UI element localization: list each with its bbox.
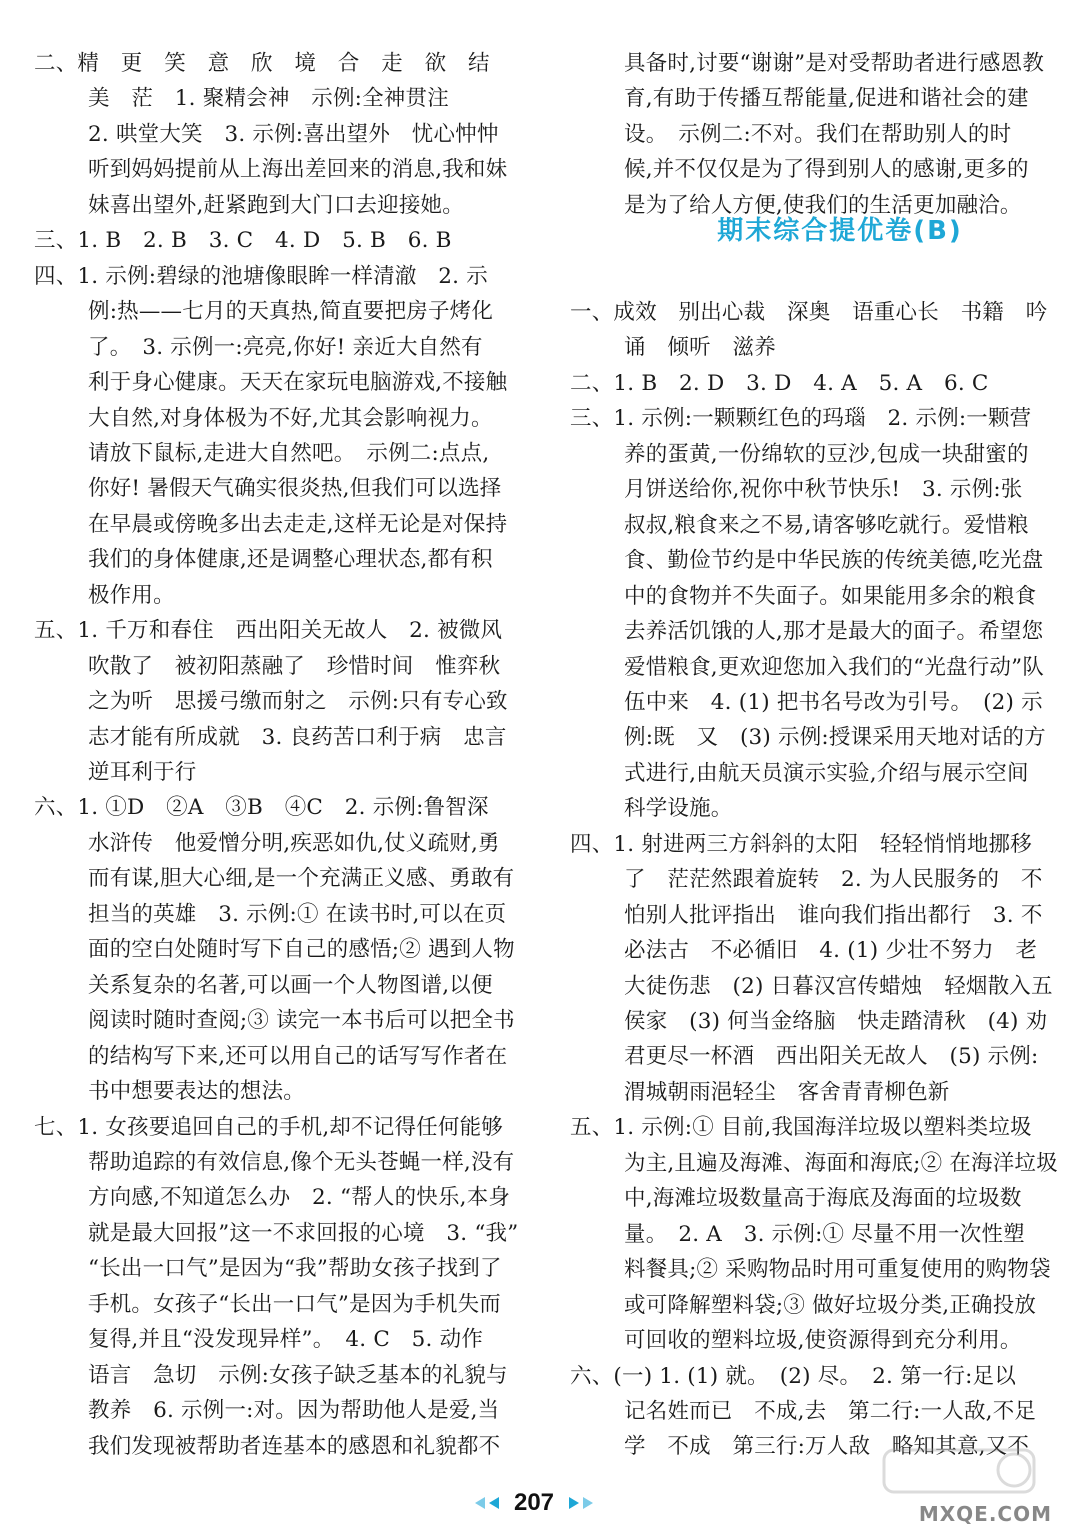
text-line: 妹喜出望外,赶紧跑到大门口去迎接她。 <box>88 192 464 218</box>
page-number: 207 <box>513 1488 555 1516</box>
text-line: 请放下鼠标,走进大自然吧。 示例二:点点, <box>88 440 490 466</box>
text-line: 美 茫 1. 聚精会神 示例:全神贯注 <box>88 86 449 112</box>
text-line: 渭城朝雨浥轻尘 客舍青青柳色新 <box>624 1079 950 1105</box>
text-line: 伍中来 4. (1) 把书名号改为引号。 (2) 示 <box>624 689 1043 715</box>
text-line: 而有谋,胆大心细,是一个充满正义感、勇敢有 <box>88 866 515 892</box>
text-line: 是为了给人方便,使我们的生活更加融洽。 <box>624 192 1022 218</box>
text-line: 语言 急切 示例:女孩子缺乏基本的礼貌与 <box>88 1362 508 1388</box>
text-line: 水浒传 他爱憎分明,疾恶如仇,仗义疏财,勇 <box>88 830 500 856</box>
text-line: 君更尽一杯酒 西出阳关无故人 (5) 示例: <box>624 1044 1039 1070</box>
text-line: 一、成效 别出心裁 深奥 语重心长 书籍 吟 <box>570 300 1048 325</box>
text-line: 六、1. ①D ②A ③B ④C 2. 示例:鲁智深 <box>34 795 489 821</box>
text-line: 面的空白处随时写下自己的感悟;② 遇到人物 <box>88 937 515 963</box>
text-line: 就是最大回报”这一不求回报的心境 3. “我” <box>88 1220 519 1246</box>
text-line: 五、1. 千万和春住 西出阳关无故人 2. 被微风 <box>34 618 503 644</box>
text-line: 六、(一) 1. (1) 就。 (2) 尽。 2. 第一行:足以 <box>570 1363 1017 1389</box>
text-line: 二、精 更 笑 意 欣 境 合 走 欲 结 <box>34 51 490 76</box>
text-line: 式进行,由航天员演示实验,介绍与展示空间 <box>624 760 1029 786</box>
section-heading: 期末综合提优卷(B) <box>717 216 963 246</box>
text-line: 四、1. 示例:碧绿的池塘像眼眸一样清澈 2. 示 <box>34 263 488 289</box>
text-line: 吹散了 被初阳蒸融了 珍惜时间 惟弈秋 <box>88 653 501 679</box>
text-line: 七、1. 女孩要追回自己的手机,却不记得任何能够 <box>34 1114 503 1140</box>
text-line: 叔叔,粮食来之不易,请客够吃就行。爱惜粮 <box>624 512 1029 538</box>
text-line: 侯家 (3) 何当金络脑 快走踏清秋 (4) 劝 <box>624 1009 1048 1034</box>
text-line: 候,并不仅仅是为了得到别人的感谢,更多的 <box>624 157 1029 183</box>
text-line: 之为听 思援弓缴而射之 示例:只有专心致 <box>88 689 508 715</box>
text-line: 科学设施。 <box>624 796 733 822</box>
watermark-text: MXQE.COM <box>918 1502 1052 1526</box>
text-line: 了 茫茫然跟着旋转 2. 为人民服务的 不 <box>624 867 1043 893</box>
text-line: “长出一口气”是因为“我”帮助女孩子找到了 <box>88 1256 502 1282</box>
text-line: 逆耳利于行 <box>88 760 197 785</box>
text-line: 听到妈妈提前从上海出差回来的消息,我和妹 <box>88 157 508 183</box>
text-line: 二、1. B 2. D 3. D 4. A 5. A 6. C <box>570 370 989 396</box>
text-line: 利于身心健康。天天在家玩电脑游戏,不接触 <box>88 370 508 396</box>
text-line: 在早晨或傍晚多出去走走,这样无论是对保持 <box>88 511 508 537</box>
text-line: 例:既 又 (3) 示例:授课采用天地对话的方 <box>624 725 1046 751</box>
text-line: 复得,并且“没发现异样”。 4. C 5. 动作 <box>88 1327 484 1353</box>
text-line: 阅读时随时查阅;③ 读完一本书后可以把全书 <box>88 1008 515 1034</box>
text-line: 五、1. 示例:① 目前,我国海洋垃圾以塑料类垃圾 <box>570 1115 1032 1141</box>
text-line: 月饼送给你,祝你中秋节快乐! 3. 示例:张 <box>624 477 1023 503</box>
text-line: 养的蛋黄,一份绵软的豆沙,包成一块甜蜜的 <box>624 441 1029 467</box>
double-right-arrow-icon <box>567 1495 597 1511</box>
text-line: 中,海滩垃圾数量高于海底及海面的垃圾数 <box>624 1186 1022 1212</box>
text-line: 我们发现被帮助者连基本的感恩和礼貌都不 <box>88 1433 501 1459</box>
text-line: 关系复杂的名著,可以画一个人物图谱,以便 <box>88 972 493 998</box>
text-line: 大自然,对身体极为不好,尤其会影响视力。 <box>88 405 493 431</box>
text-line: 志才能有所成就 3. 良药苦口利于病 忠言 <box>88 724 507 750</box>
text-line: 育,有助于传播互帮能量,促进和谐社会的建 <box>624 86 1029 112</box>
text-line: 食、勤俭节约是中华民族的传统美德,吃光盘 <box>624 548 1044 574</box>
text-line: 怕别人批评指出 谁向我们指出都行 3. 不 <box>624 902 1043 928</box>
text-line: 例:热——七月的天真热,简直要把房子烤化 <box>88 299 494 325</box>
text-line: 方向感,不知道怎么办 2. “帮人的快乐,本身 <box>88 1185 511 1211</box>
text-line: 书中想要表达的想法。 <box>88 1079 306 1105</box>
text-line: 为主,且遍及海滩、海面和海底;② 在海洋垃圾 <box>624 1150 1058 1176</box>
text-line: 学 不成 第三行:万人敌 略知其意,又不 <box>624 1434 1030 1460</box>
text-line: 去养活饥饿的人,那才是最大的面子。希望您 <box>624 619 1044 645</box>
text-line: 或可降解塑料袋;③ 做好垃圾分类,正确投放 <box>624 1292 1037 1318</box>
text-line: 了。 3. 示例一:亮亮,你好! 亲近大自然有 <box>88 334 483 360</box>
text-line: 我们的身体健康,还是调整心理状态,都有积 <box>88 547 493 573</box>
text-line: 爱惜粮食,更欢迎您加入我们的“光盘行动”队 <box>624 654 1045 680</box>
text-line: 担当的英雄 3. 示例:① 在读书时,可以在页 <box>88 901 507 927</box>
text-line: 料餐具;② 采购物品时用可重复使用的购物袋 <box>624 1257 1051 1283</box>
text-line: 设。 示例二:不对。我们在帮助别人的时 <box>624 121 1012 147</box>
text-line: 帮助追踪的有效信息,像个无头苍蝇一样,没有 <box>88 1149 515 1175</box>
text-line: 你好! 暑假天气确实很炎热,但我们可以选择 <box>88 476 502 502</box>
text-line: 大徒伤悲 (2) 日暮汉宫传蜡烛 轻烟散入五 <box>624 973 1053 999</box>
text-line: 2. 哄堂大笑 3. 示例:喜出望外 忧心忡忡 <box>88 121 499 147</box>
text-line: 三、1. 示例:一颗颗红色的玛瑙 2. 示例:一颗营 <box>570 406 1032 432</box>
text-line: 教养 6. 示例一:对。因为帮助他人是爱,当 <box>88 1398 500 1424</box>
double-left-arrow-icon <box>471 1495 501 1511</box>
text-line: 记名姓而已 不成,去 第二行:一人敌,不足 <box>624 1398 1037 1424</box>
text-line: 具备时,讨要“谢谢”是对受帮助者进行感恩教 <box>624 51 1045 76</box>
text-line: 的结构写下来,还可以用自己的话写写作者在 <box>88 1043 508 1069</box>
text-line: 诵 倾听 滋养 <box>624 335 776 361</box>
text-line: 量。 2. A 3. 示例:① 尽量不用一次性塑 <box>624 1221 1025 1247</box>
text-line: 必法古 不必循旧 4. (1) 少壮不努力 老 <box>624 938 1038 964</box>
text-line: 手机。女孩子“长出一口气”是因为手机失而 <box>88 1291 501 1317</box>
text-line: 三、1. B 2. B 3. C 4. D 5. B 6. B <box>34 228 452 254</box>
text-line: 中的食物并不失面子。如果能用多余的粮食 <box>624 583 1037 609</box>
text-line: 可回收的塑料垃圾,使资源得到充分利用。 <box>624 1328 1022 1354</box>
text-line: 四、1. 射进两三方斜斜的太阳 轻轻悄悄地挪移 <box>570 831 1032 857</box>
text-line: 极作用。 <box>88 582 175 608</box>
